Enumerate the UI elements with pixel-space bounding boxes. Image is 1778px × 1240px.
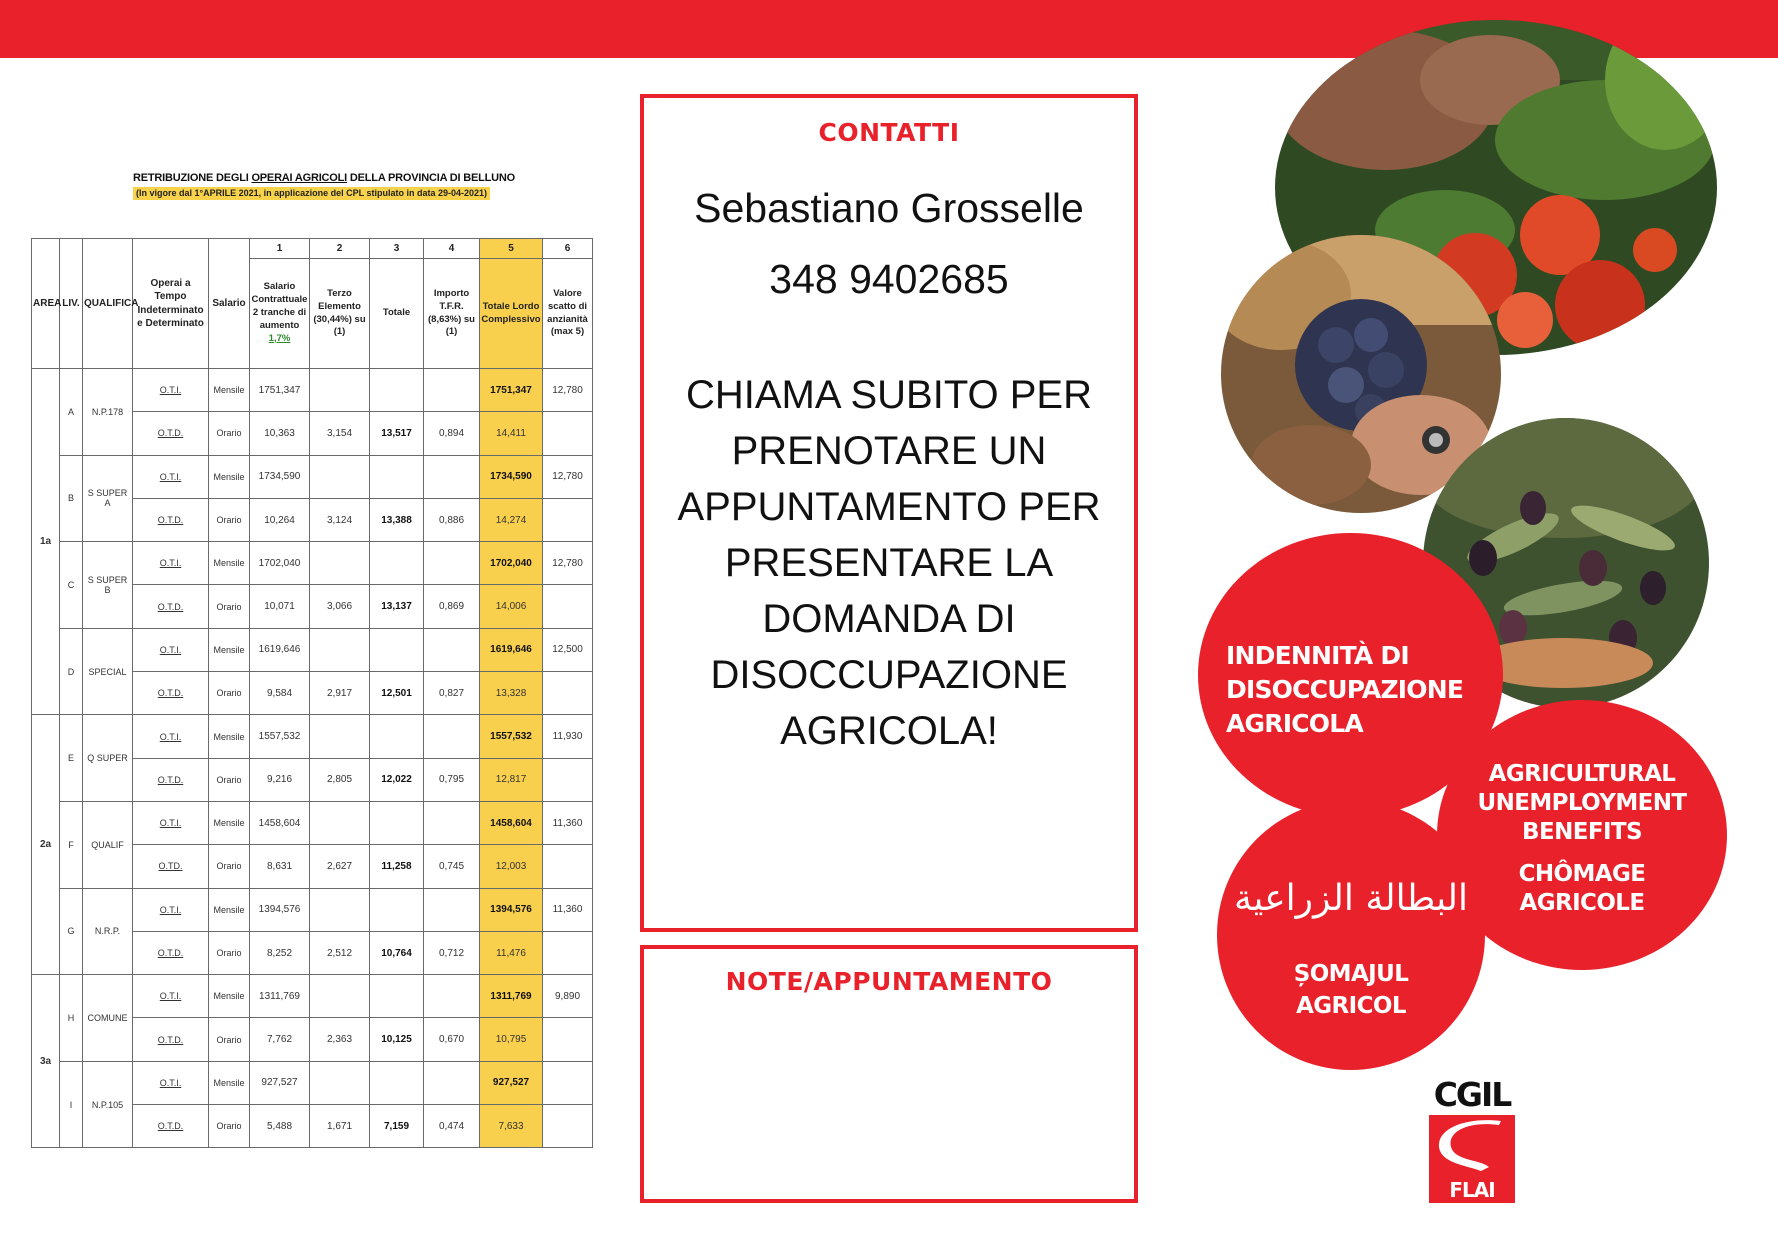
worker-type-cell: O.T.D. bbox=[133, 931, 209, 974]
totale-lordo-cell: 1751,347 bbox=[480, 369, 543, 412]
salary-type-cell: Orario bbox=[209, 1105, 250, 1148]
worker-type-cell: O.TD. bbox=[133, 845, 209, 888]
terzo-elemento-cell bbox=[310, 975, 370, 1018]
terzo-elemento-cell: 2,917 bbox=[310, 672, 370, 715]
header-scatto: Valore scatto di anzianità (max 5) bbox=[543, 259, 593, 369]
scatto-cell: 11,360 bbox=[543, 888, 593, 931]
worker-type-cell: O.T.I. bbox=[133, 369, 209, 412]
terzo-elemento-cell bbox=[310, 888, 370, 931]
badge-en-line: AGRICULTURAL bbox=[1488, 761, 1676, 787]
scatto-cell bbox=[543, 1018, 593, 1061]
badge-fr-line: AGRICOLE bbox=[1519, 890, 1645, 916]
table-row bbox=[32, 628, 593, 671]
salario-pct: 1,7% bbox=[268, 332, 291, 344]
badge-ro-line: AGRICOL bbox=[1296, 993, 1406, 1019]
totale-cell bbox=[370, 455, 424, 498]
tfr-cell bbox=[424, 975, 480, 1018]
salary-type-cell: Orario bbox=[209, 412, 250, 455]
col-number: 4 bbox=[424, 239, 480, 259]
header-terzo-elemento: Terzo Elemento (30,44%) su (1) bbox=[310, 259, 370, 369]
terzo-elemento-cell bbox=[310, 801, 370, 844]
worker-type-cell: O.T.D. bbox=[133, 585, 209, 628]
badge-fr-line: CHÔMAGE bbox=[1518, 861, 1646, 887]
badge-it-line: INDENNITÀ DI bbox=[1226, 641, 1409, 670]
tfr-cell bbox=[424, 369, 480, 412]
contacts-title: CONTATTI bbox=[818, 118, 960, 147]
totale-lordo-cell: 1458,604 bbox=[480, 801, 543, 844]
scatto-cell bbox=[543, 845, 593, 888]
salario-contrattuale-cell: 1734,590 bbox=[250, 455, 310, 498]
badge-en-line: BENEFITS bbox=[1522, 819, 1642, 845]
scatto-cell: 12,780 bbox=[543, 455, 593, 498]
qualifica-cell: QUALIF bbox=[83, 801, 133, 888]
col-number: 2 bbox=[310, 239, 370, 259]
terzo-elemento-cell: 3,124 bbox=[310, 498, 370, 541]
badge-it-line: DISOCCUPAZIONE bbox=[1226, 675, 1464, 704]
worker-type-cell: O.T.D. bbox=[133, 758, 209, 801]
salario-contrattuale-cell: 1557,532 bbox=[250, 715, 310, 758]
table-row bbox=[32, 455, 593, 498]
col-number: 5 bbox=[480, 239, 543, 259]
tfr-cell: 0,869 bbox=[424, 585, 480, 628]
salary-type-cell: Mensile bbox=[209, 455, 250, 498]
worker-type-cell: O.T.D. bbox=[133, 1105, 209, 1148]
salario-contrattuale-cell: 1311,769 bbox=[250, 975, 310, 1018]
header-tfr: Importo T.F.R. (8,63%) su (1) bbox=[424, 259, 480, 369]
table-subtitle: (In vigore dal 1°APRILE 2021, in applicazione del CPL stipulato in data 29-04-2021) bbox=[133, 187, 490, 200]
level-cell: G bbox=[60, 888, 83, 975]
worker-type-cell: O.T.I. bbox=[133, 455, 209, 498]
level-cell: D bbox=[60, 628, 83, 715]
scatto-cell bbox=[543, 1105, 593, 1148]
salary-type-cell: Mensile bbox=[209, 715, 250, 758]
salary-type-cell: Orario bbox=[209, 931, 250, 974]
scatto-cell bbox=[543, 585, 593, 628]
salario-contrattuale-cell: 1394,576 bbox=[250, 888, 310, 931]
terzo-elemento-cell: 3,154 bbox=[310, 412, 370, 455]
tfr-cell: 0,795 bbox=[424, 758, 480, 801]
salary-type-cell: Orario bbox=[209, 1018, 250, 1061]
table-title: RETRIBUZIONE DEGLI OPERAI AGRICOLI DELLA PROVINCIA DI BELLUNO bbox=[133, 172, 515, 184]
totale-lordo-cell: 1734,590 bbox=[480, 455, 543, 498]
badge-en-line: UNEMPLOYMENT bbox=[1477, 790, 1687, 816]
table-row bbox=[32, 888, 593, 931]
worker-type-cell: O.T.I. bbox=[133, 715, 209, 758]
salary-type-cell: Orario bbox=[209, 758, 250, 801]
header-salario-contrattuale: Salario Contrattuale 2 tranche di aumento 1,7% bbox=[250, 259, 310, 369]
area-cell: 2a bbox=[32, 715, 60, 975]
area-cell: 3a bbox=[32, 975, 60, 1148]
salario-contrattuale-cell: 10,363 bbox=[250, 412, 310, 455]
col-number: 1 bbox=[250, 239, 310, 259]
terzo-elemento-cell bbox=[310, 1061, 370, 1104]
salary-type-cell: Mensile bbox=[209, 369, 250, 412]
badge-arabic-text: البطالة الزراعية bbox=[1234, 878, 1468, 919]
totale-cell: 13,388 bbox=[370, 498, 424, 541]
qualifica-cell: COMUNE bbox=[83, 975, 133, 1062]
col-number: 3 bbox=[370, 239, 424, 259]
worker-type-cell: O.T.I. bbox=[133, 1061, 209, 1104]
tfr-cell bbox=[424, 715, 480, 758]
qualifica-cell: N.R.P. bbox=[83, 888, 133, 975]
totale-cell: 10,125 bbox=[370, 1018, 424, 1061]
tfr-cell bbox=[424, 888, 480, 931]
tfr-cell bbox=[424, 1061, 480, 1104]
notes-title: NOTE/APPUNTAMENTO bbox=[725, 967, 1053, 996]
totale-cell: 10,764 bbox=[370, 931, 424, 974]
tfr-cell: 0,827 bbox=[424, 672, 480, 715]
totale-lordo-cell: 1702,040 bbox=[480, 542, 543, 585]
salario-contrattuale-cell: 1619,646 bbox=[250, 628, 310, 671]
salario-contrattuale-cell: 10,071 bbox=[250, 585, 310, 628]
salario-contrattuale-cell: 9,584 bbox=[250, 672, 310, 715]
totale-lordo-cell: 14,411 bbox=[480, 412, 543, 455]
salary-type-cell: Mensile bbox=[209, 888, 250, 931]
totale-cell: 11,258 bbox=[370, 845, 424, 888]
scatto-cell: 11,360 bbox=[543, 801, 593, 844]
qualifica-cell: S SUPER A bbox=[83, 455, 133, 542]
worker-type-cell: O.T.I. bbox=[133, 801, 209, 844]
worker-type-cell: O.T.D. bbox=[133, 1018, 209, 1061]
worker-type-cell: O.T.D. bbox=[133, 498, 209, 541]
header-salario: Salario bbox=[209, 239, 250, 369]
salary-type-cell: Mensile bbox=[209, 628, 250, 671]
table-row bbox=[32, 975, 593, 1018]
tfr-cell bbox=[424, 455, 480, 498]
totale-cell bbox=[370, 975, 424, 1018]
totale-lordo-cell: 11,476 bbox=[480, 931, 543, 974]
tfr-cell: 0,712 bbox=[424, 931, 480, 974]
totale-cell: 7,159 bbox=[370, 1105, 424, 1148]
totale-lordo-cell: 14,006 bbox=[480, 585, 543, 628]
tfr-cell bbox=[424, 628, 480, 671]
totale-cell bbox=[370, 801, 424, 844]
terzo-elemento-cell bbox=[310, 628, 370, 671]
salary-type-cell: Mensile bbox=[209, 1061, 250, 1104]
worker-type-cell: O.T.D. bbox=[133, 672, 209, 715]
qualifica-cell: SPECIAL bbox=[83, 628, 133, 715]
totale-lordo-cell: 1394,576 bbox=[480, 888, 543, 931]
tfr-cell: 0,894 bbox=[424, 412, 480, 455]
terzo-elemento-cell: 1,671 bbox=[310, 1105, 370, 1148]
level-cell: E bbox=[60, 715, 83, 802]
terzo-elemento-cell: 3,066 bbox=[310, 585, 370, 628]
salario-contrattuale-cell: 1702,040 bbox=[250, 542, 310, 585]
salario-contrattuale-cell: 8,252 bbox=[250, 931, 310, 974]
scatto-cell: 12,500 bbox=[543, 628, 593, 671]
totale-lordo-cell: 12,817 bbox=[480, 758, 543, 801]
scatto-cell: 11,930 bbox=[543, 715, 593, 758]
salario-contrattuale-cell: 1458,604 bbox=[250, 801, 310, 844]
tfr-cell: 0,886 bbox=[424, 498, 480, 541]
level-cell: B bbox=[60, 455, 83, 542]
totale-cell bbox=[370, 715, 424, 758]
totale-lordo-cell: 13,328 bbox=[480, 672, 543, 715]
logo-swoosh-icon bbox=[1429, 1115, 1515, 1177]
salary-type-cell: Mensile bbox=[209, 975, 250, 1018]
salary-type-cell: Orario bbox=[209, 498, 250, 541]
totale-lordo-cell: 1311,769 bbox=[480, 975, 543, 1018]
worker-type-cell: O.T.D. bbox=[133, 412, 209, 455]
salary-type-cell: Orario bbox=[209, 672, 250, 715]
tfr-cell bbox=[424, 542, 480, 585]
header-area: AREA bbox=[32, 239, 60, 369]
totale-cell: 13,517 bbox=[370, 412, 424, 455]
qualifica-cell: N.P.178 bbox=[83, 369, 133, 456]
totale-cell bbox=[370, 542, 424, 585]
area-cell: 1a bbox=[32, 369, 60, 715]
salary-type-cell: Orario bbox=[209, 585, 250, 628]
badge-arabic-romanian bbox=[1217, 800, 1485, 1070]
terzo-elemento-cell bbox=[310, 369, 370, 412]
totale-lordo-cell: 1557,532 bbox=[480, 715, 543, 758]
salario-contrattuale-cell: 10,264 bbox=[250, 498, 310, 541]
totale-lordo-cell: 14,274 bbox=[480, 498, 543, 541]
call-to-action: CHIAMA SUBITO PER PRENOTARE UN APPUNTAMENTO PER PRESENTARE LA DOMANDA DI DISOCCUPAZIONE AGRICOLA! bbox=[677, 373, 1101, 753]
level-cell: H bbox=[60, 975, 83, 1062]
level-cell: C bbox=[60, 542, 83, 629]
salary-table-body bbox=[32, 369, 593, 1148]
tfr-cell: 0,745 bbox=[424, 845, 480, 888]
table-row bbox=[32, 801, 593, 844]
worker-type-cell: O.T.I. bbox=[133, 888, 209, 931]
totale-lordo-cell: 12,003 bbox=[480, 845, 543, 888]
contact-name: Sebastiano Grosselle bbox=[694, 185, 1084, 231]
tfr-cell: 0,670 bbox=[424, 1018, 480, 1061]
tfr-cell bbox=[424, 801, 480, 844]
qualifica-cell: N.P.105 bbox=[83, 1061, 133, 1148]
salario-contrattuale-cell: 1751,347 bbox=[250, 369, 310, 412]
salario-contrattuale-cell: 9,216 bbox=[250, 758, 310, 801]
header-operai: Operai a Tempo Indeterminato e Determinato bbox=[133, 239, 209, 369]
totale-lordo-cell: 7,633 bbox=[480, 1105, 543, 1148]
salario-contrattuale-cell: 5,488 bbox=[250, 1105, 310, 1148]
worker-type-cell: O.T.I. bbox=[133, 975, 209, 1018]
salary-type-cell: Mensile bbox=[209, 542, 250, 585]
totale-lordo-cell: 927,527 bbox=[480, 1061, 543, 1104]
qualifica-cell: Q SUPER bbox=[83, 715, 133, 802]
header-liv: LIV. bbox=[60, 239, 83, 369]
scatto-cell bbox=[543, 758, 593, 801]
totale-cell: 13,137 bbox=[370, 585, 424, 628]
col-number: 6 bbox=[543, 239, 593, 259]
scatto-cell: 9,890 bbox=[543, 975, 593, 1018]
terzo-elemento-cell: 2,805 bbox=[310, 758, 370, 801]
level-cell: I bbox=[60, 1061, 83, 1148]
worker-type-cell: O.T.I. bbox=[133, 628, 209, 671]
salary-type-cell: Orario bbox=[209, 845, 250, 888]
totale-cell: 12,022 bbox=[370, 758, 424, 801]
salary-type-cell: Mensile bbox=[209, 801, 250, 844]
header-totale-lordo: Totale Lordo Complessivo bbox=[480, 259, 543, 369]
scatto-cell: 12,780 bbox=[543, 369, 593, 412]
contacts-box bbox=[640, 94, 1138, 932]
tfr-cell: 0,474 bbox=[424, 1105, 480, 1148]
terzo-elemento-cell bbox=[310, 715, 370, 758]
totale-lordo-cell: 1619,646 bbox=[480, 628, 543, 671]
salario-contrattuale-cell: 7,762 bbox=[250, 1018, 310, 1061]
salary-table bbox=[31, 238, 593, 1148]
totale-lordo-cell: 10,795 bbox=[480, 1018, 543, 1061]
badge-ro-line: ȘOMAJUL bbox=[1293, 961, 1409, 987]
logo-sub: FLAI bbox=[1449, 1178, 1495, 1202]
level-cell: F bbox=[60, 801, 83, 888]
scatto-cell bbox=[543, 672, 593, 715]
table-row bbox=[32, 542, 593, 585]
cgil-flai-logo bbox=[1425, 1075, 1519, 1203]
totale-cell bbox=[370, 369, 424, 412]
totale-cell bbox=[370, 1061, 424, 1104]
table-row bbox=[32, 369, 593, 412]
header-totale: Totale bbox=[370, 259, 424, 369]
salario-contrattuale-cell: 927,527 bbox=[250, 1061, 310, 1104]
table-row bbox=[32, 1061, 593, 1104]
scatto-cell bbox=[543, 1061, 593, 1104]
scatto-cell: 12,780 bbox=[543, 542, 593, 585]
terzo-elemento-cell: 2,627 bbox=[310, 845, 370, 888]
notes-box bbox=[640, 945, 1138, 1203]
terzo-elemento-cell bbox=[310, 455, 370, 498]
logo-word: CGIL bbox=[1433, 1075, 1511, 1114]
terzo-elemento-cell: 2,363 bbox=[310, 1018, 370, 1061]
badge-it-line: AGRICOLA bbox=[1226, 709, 1363, 738]
scatto-cell bbox=[543, 498, 593, 541]
qualifica-cell: S SUPER B bbox=[83, 542, 133, 629]
scatto-cell bbox=[543, 931, 593, 974]
totale-cell bbox=[370, 628, 424, 671]
table-row bbox=[32, 715, 593, 758]
salario-contrattuale-cell: 8,631 bbox=[250, 845, 310, 888]
scatto-cell bbox=[543, 412, 593, 455]
totale-cell: 12,501 bbox=[370, 672, 424, 715]
worker-type-cell: O.T.I. bbox=[133, 542, 209, 585]
level-cell: A bbox=[60, 369, 83, 456]
totale-cell bbox=[370, 888, 424, 931]
terzo-elemento-cell bbox=[310, 542, 370, 585]
terzo-elemento-cell: 2,512 bbox=[310, 931, 370, 974]
header-qualifica: QUALIFICA bbox=[83, 239, 133, 369]
contact-phone[interactable]: 348 9402685 bbox=[769, 256, 1009, 302]
